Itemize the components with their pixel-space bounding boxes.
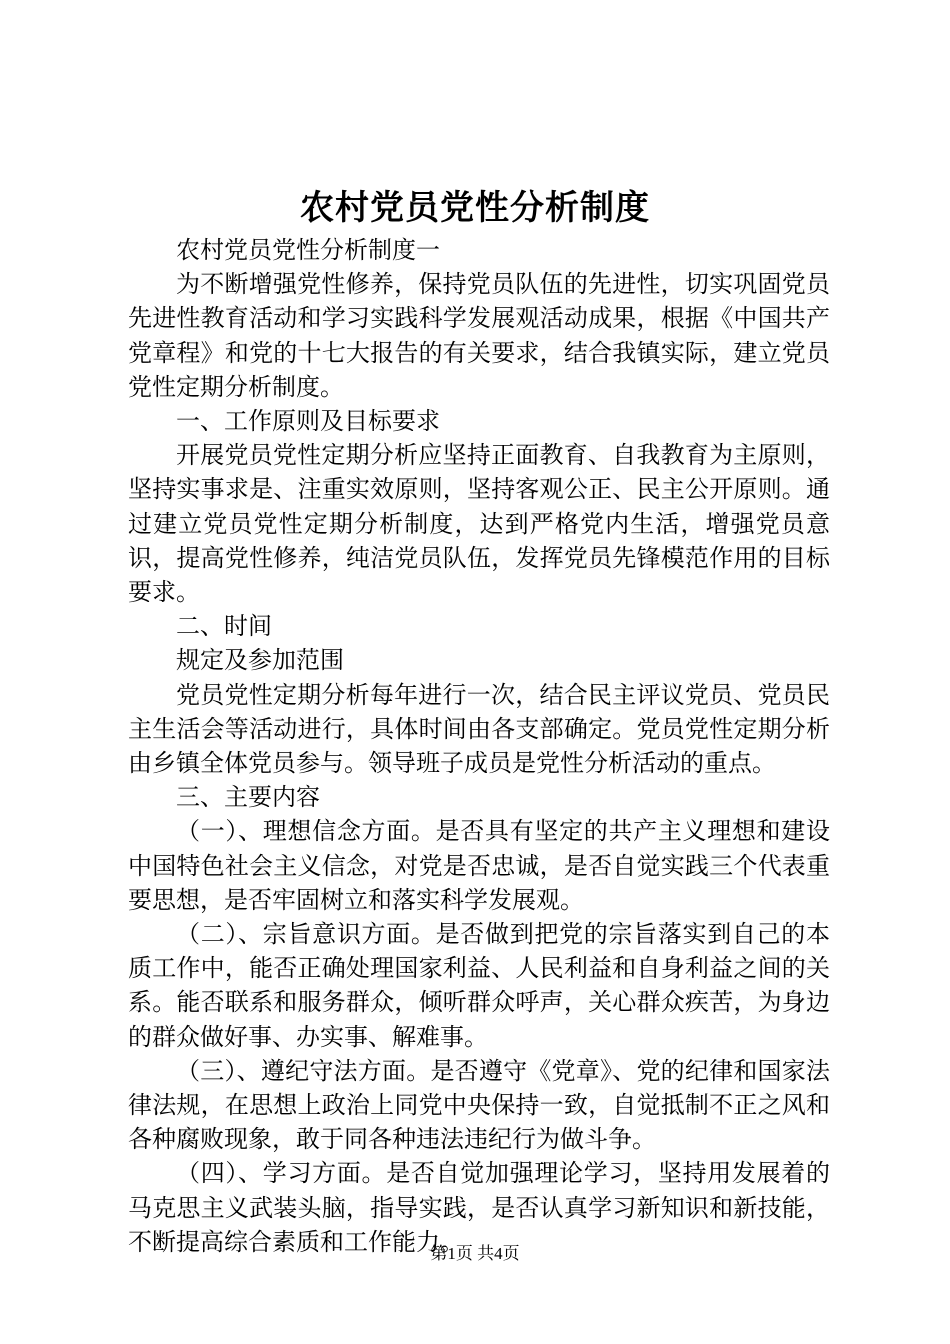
heading-section-3: 三、主要内容 <box>176 783 320 812</box>
paragraph-item-1: （一）、理想信念方面。是否具有坚定的共产主义理想和建设中国特色社会主义信念，对党是否忠诚，是否自觉实践三个代表重要思想，是否牢固树立和落实科学发展观。 <box>128 817 830 914</box>
paragraph-subtitle: 农村党员党性分析制度一 <box>176 236 440 264</box>
paragraph-principles: 开展党员党性定期分析应坚持正面教育、自我教育为主原则，坚持实事求是、注重实效原则，坚持客观公正、民主公开原则。通过建立党员党性定期分析制度，达到严格党内生活，增强党员意识，提高党性修养，纯洁党员队伍，发挥党员先锋模范作用的目标要求。 <box>128 441 830 607</box>
paragraph-time-scope: 党员党性定期分析每年进行一次，结合民主评议党员、党员民主生活会等活动进行，具体时间由各支部确定。党员党性定期分析由乡镇全体党员参与。领导班子成员是党性分析活动的重点。 <box>128 680 830 778</box>
page-number-footer: 第1页 共4页 <box>430 1244 520 1263</box>
document-body <box>128 233 830 1259</box>
document-title: 农村党员党性分析制度 <box>300 188 650 228</box>
heading-section-1: 一、工作原则及目标要求 <box>176 407 440 436</box>
paragraph-item-4: （四）、学习方面。是否自觉加强理论学习，坚持用发展着的马克思主义武装头脑，指导实践，是否认真学习新知识和新技能，不断提高综合素质和工作能力。 <box>128 1159 830 1256</box>
heading-section-2-cont: 规定及参加范围 <box>176 646 344 675</box>
heading-section-2: 二、时间 <box>176 612 272 641</box>
paragraph-item-2: （二）、宗旨意识方面。是否做到把党的宗旨落实到自己的本质工作中，能否正确处理国家利益、人民利益和自身利益之间的关系。能否联系和服务群众，倾听群众呼声，关心群众疾苦，为身边的群众做好事、办实事、解难事。 <box>128 920 830 1051</box>
paragraph-item-3: （三）、遵纪守法方面。是否遵守《党章》、党的纪律和国家法律法规，在思想上政治上同党中央保持一致，自觉抵制不正之风和各种腐败现象，敢于同各种违法违纪行为做斗争。 <box>128 1056 830 1154</box>
paragraph-intro: 为不断增强党性修养，保持党员队伍的先进性，切实巩固党员先进性教育活动和学习实践科学发展观活动成果，根据《中国共产党章程》和党的十七大报告的有关要求，结合我镇实际，建立党员党性定期分析制度。 <box>128 270 830 401</box>
